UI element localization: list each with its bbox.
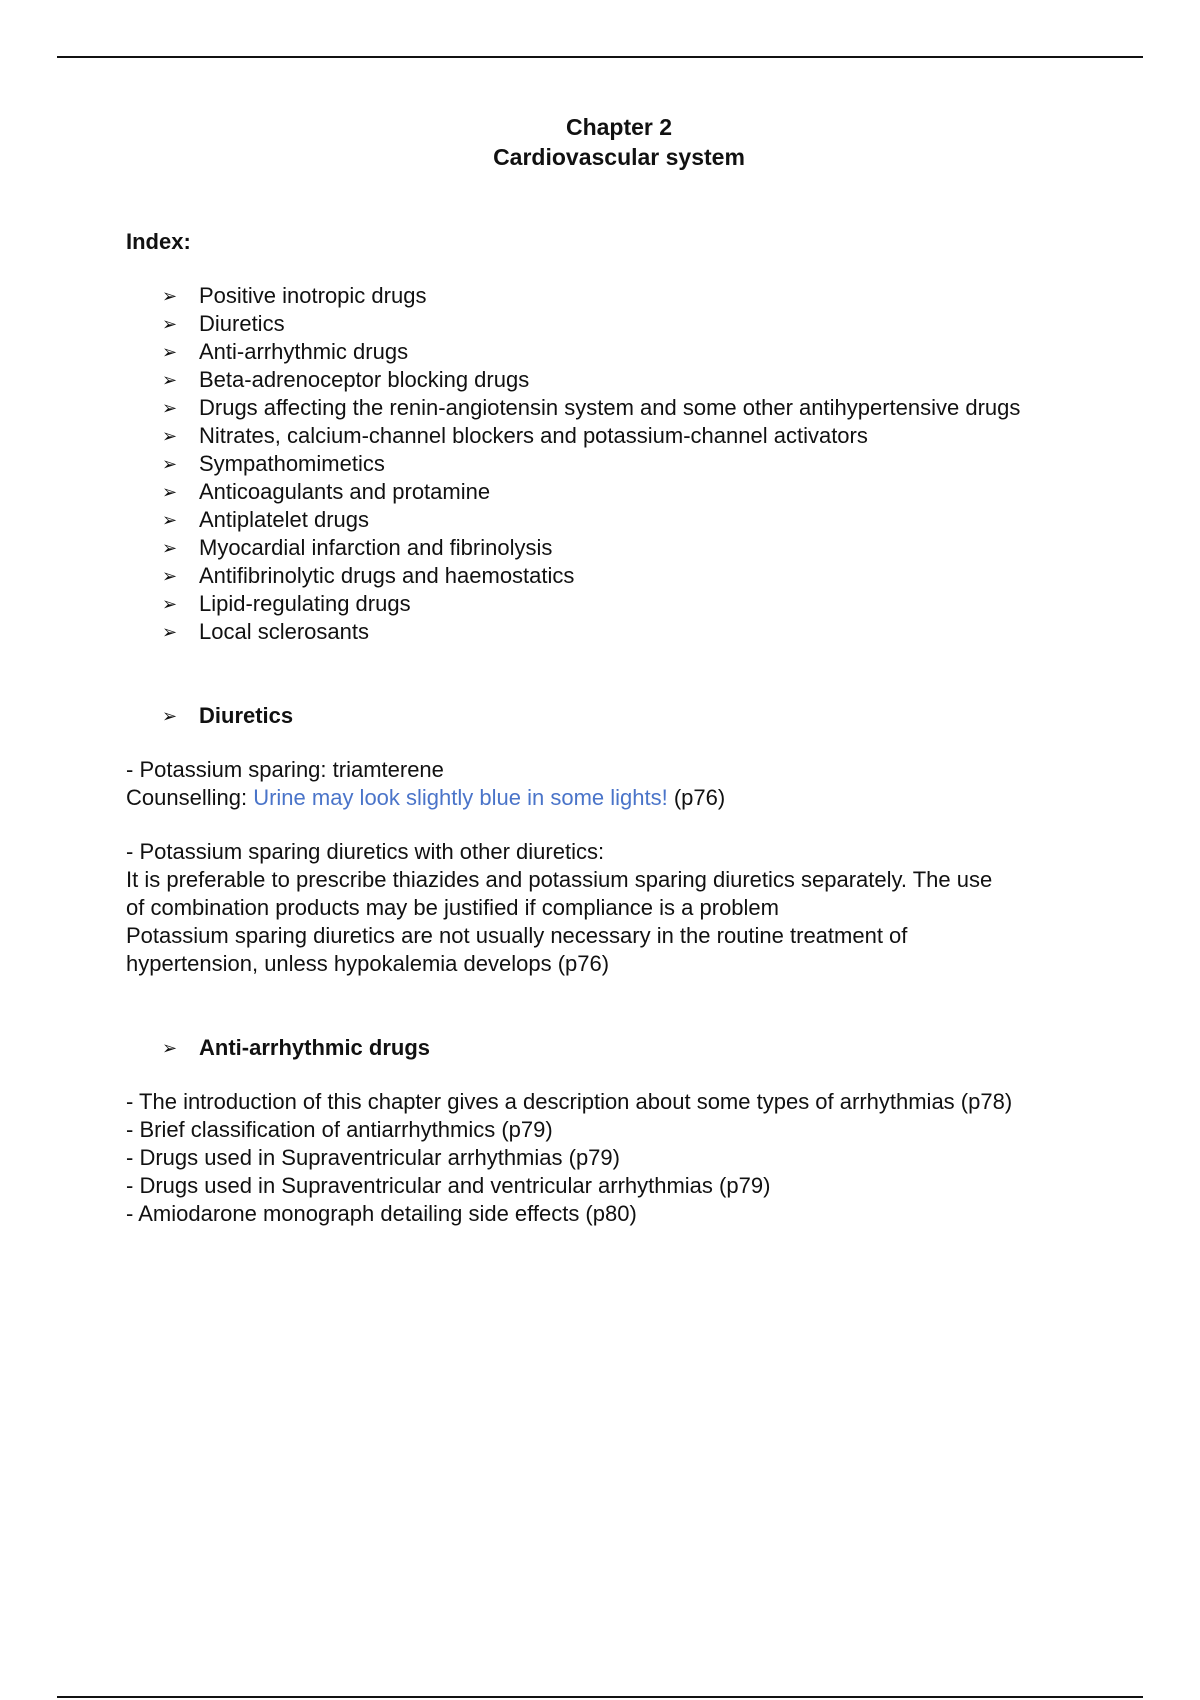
top-rule [57,56,1143,58]
index-item: ➢ Sympathomimetics [162,451,385,476]
chapter-subtitle: Cardiovascular system [493,144,745,170]
note-line: - Amiodarone monograph detailing side effects (p80) [126,1201,637,1226]
arrow-bullet-icon: ➢ [162,426,178,446]
counselling-line [126,784,1126,812]
arrow-bullet-icon: ➢ [162,1038,178,1058]
index-item: ➢ Anti-arrhythmic drugs [162,339,409,364]
counselling-label: Counselling: [126,785,248,810]
index-item: ➢ Drugs affecting the renin-angiotensin system and some other antihypertensive drugs [162,395,1021,420]
antiarrhythmic-notes [126,1088,1126,1228]
section-heading-antiarrhythmic: ➢ Anti-arrhythmic drugs [162,1035,431,1060]
counselling-highlight: Urine may look slightly blue in some lights! [253,785,668,810]
index-item: ➢ Positive inotropic drugs [162,283,427,308]
index-item: ➢ Antifibrinolytic drugs and haemostatics [162,563,575,588]
note-line: - The introduction of this chapter gives a description about some types of arrhythmias (p78) [126,1089,1013,1114]
arrow-bullet-icon: ➢ [162,342,178,362]
chapter-number: Chapter 2 [565,114,673,140]
arrow-bullet-icon: ➢ [162,538,178,558]
index-item: ➢ Local sclerosants [162,619,369,644]
index-item: ➢ Nitrates, calcium-channel blockers and potassium-channel activators [162,423,868,448]
arrow-bullet-icon: ➢ [162,594,178,614]
index-list [126,282,1126,646]
arrow-bullet-icon: ➢ [162,314,178,334]
document-page [126,112,1126,1228]
bottom-rule [57,1696,1143,1698]
arrow-bullet-icon: ➢ [162,482,178,502]
index-item: ➢ Lipid-regulating drugs [162,591,411,616]
index-item: ➢ Antiplatelet drugs [162,507,369,532]
index-item: ➢ Myocardial infarction and fibrinolysis [162,535,553,560]
diuretics-combination: - Potassium sparing diuretics with other diuretics: It is preferable to prescribe thiazides and potassium sparing diuretics separately. The use of combination products may be justified if compliance is a problem Potassium sparing diuretics are not usually necessary in the routine treatment of hypertension, unless hypokalemia develops (p76) [126,839,993,976]
index-item: ➢ Diuretics [162,311,285,336]
arrow-bullet-icon: ➢ [162,622,178,642]
arrow-bullet-icon: ➢ [162,370,178,390]
section-heading-diuretics: ➢ Diuretics [162,703,294,728]
counselling-ref: (p76) [673,785,726,810]
arrow-bullet-icon: ➢ [162,286,178,306]
arrow-bullet-icon: ➢ [162,398,178,418]
note-line: - Brief classification of antiarrhythmics (p79) [126,1117,553,1142]
note-line: - Drugs used in Supraventricular and ventricular arrhythmias (p79) [126,1173,771,1198]
arrow-bullet-icon: ➢ [162,510,178,530]
arrow-bullet-icon: ➢ [162,566,178,586]
note-line: - Drugs used in Supraventricular arrhythmias (p79) [126,1145,620,1170]
arrow-bullet-icon: ➢ [162,454,178,474]
index-item: ➢ Anticoagulants and protamine [162,479,491,504]
diuretics-potassium-sparing: - Potassium sparing: triamterene Counselling: Urine may look slightly blue in some lights! (p76) [126,756,1126,812]
index-label: Index: [126,229,191,254]
chapter-title-block [0,112,1200,172]
index-item: ➢ Beta-adrenoceptor blocking drugs [162,367,530,392]
arrow-bullet-icon: ➢ [162,706,178,726]
